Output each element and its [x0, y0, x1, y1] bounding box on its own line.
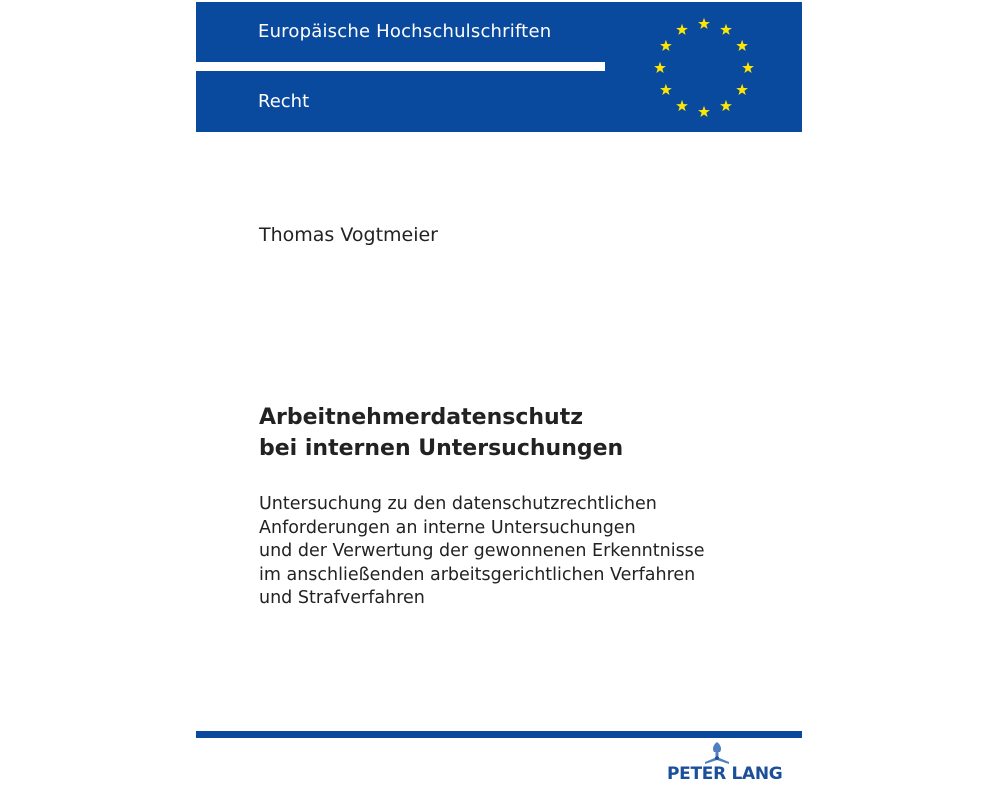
- series-header-band: [196, 2, 802, 132]
- eu-stars-icon: [646, 12, 762, 128]
- subtitle-line: und der Verwertung der gewonnenen Erkenntnisse: [259, 541, 705, 561]
- title-line: bei internen Untersuchungen: [259, 436, 624, 461]
- book-title: [259, 402, 623, 464]
- book-subtitle: [259, 493, 705, 611]
- star-icon: [660, 40, 672, 51]
- star-icon: [720, 24, 732, 35]
- subtitle-line: Untersuchung zu den datenschutzrechtlichen: [259, 494, 657, 514]
- subtitle-line: im anschließenden arbeitsgerichtlichen Verfahren: [259, 564, 696, 585]
- star-icon: [698, 18, 710, 29]
- star-icon: [654, 62, 666, 73]
- publisher-name: PETER LANG: [667, 764, 783, 784]
- star-icon: [736, 40, 748, 51]
- star-icon: [720, 100, 732, 111]
- author-name: Thomas Vogtmeier: [259, 224, 438, 246]
- subtitle-line: Anforderungen an interne Untersuchungen: [259, 517, 636, 538]
- header-divider: [196, 62, 605, 71]
- series-subtitle: Recht: [258, 91, 310, 112]
- star-icon: [742, 62, 754, 73]
- subtitle-line: und Strafverfahren: [259, 588, 425, 608]
- star-icon: [736, 84, 748, 95]
- footer-rule: [196, 731, 802, 738]
- peter-lang-logo-icon: [703, 741, 731, 765]
- star-icon: [676, 24, 688, 35]
- star-icon: [698, 106, 710, 117]
- title-line: Arbeitnehmerdatenschutz: [259, 405, 584, 430]
- series-title: Europäische Hochschulschriften: [258, 21, 552, 42]
- star-icon: [676, 100, 688, 111]
- star-icon: [660, 84, 672, 95]
